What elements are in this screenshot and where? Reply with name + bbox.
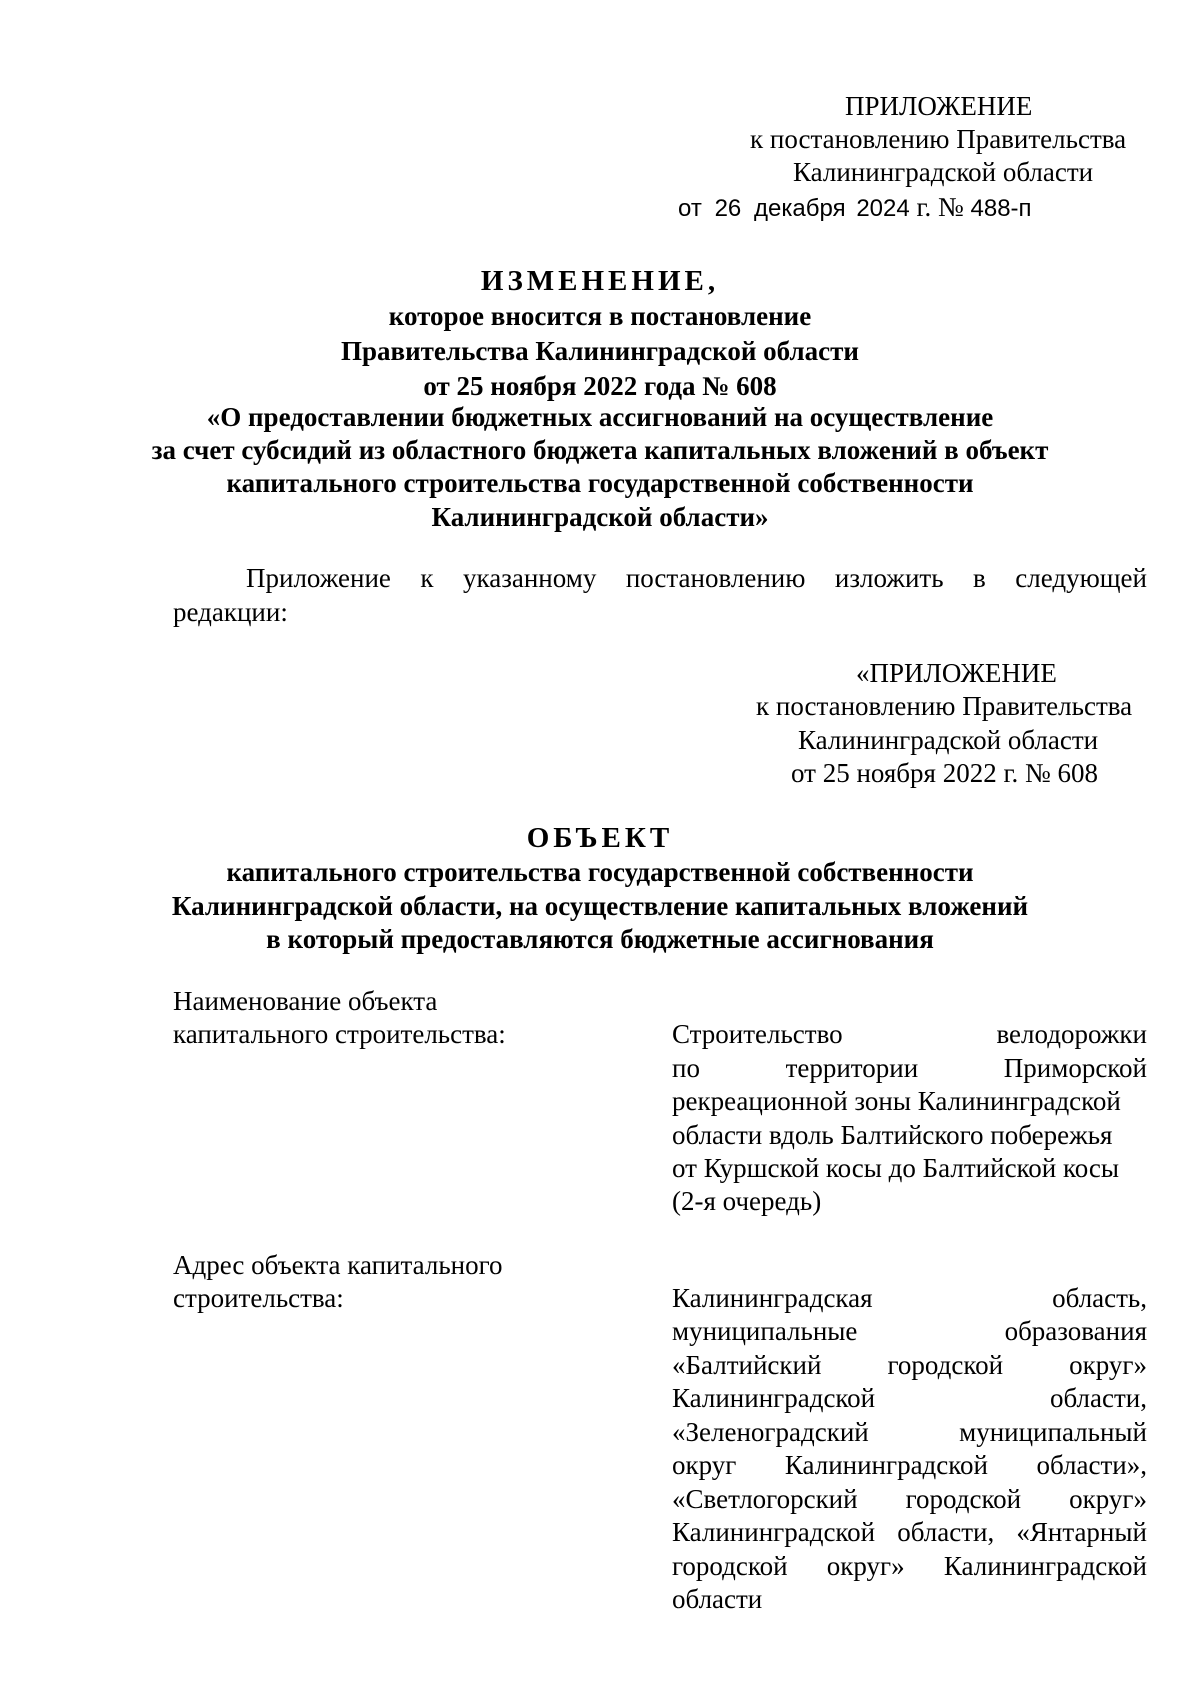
object-line: в который предоставляются бюджетные ассигнования (266, 924, 934, 954)
appendix-title: ПРИЛОЖЕНИЕ (845, 91, 1033, 121)
annex-line-date: от 25 ноября 2022 г. № 608 (791, 758, 1098, 788)
address-value-line: области (672, 1584, 763, 1614)
address-value-line: Калининградской области, «Янтарный (672, 1517, 1147, 1547)
address-value-line: «Зеленоградский муниципальный (672, 1417, 1147, 1447)
change-line: от 25 ноября 2022 года № 608 (423, 371, 777, 401)
address-value-line: городской округ» Калининградской (672, 1551, 1147, 1581)
name-value-line: Строительство велодорожки (672, 1019, 1147, 1049)
change-title: ИЗМЕНЕНИЕ, (480, 265, 720, 297)
intro-word: Приложение (246, 563, 391, 593)
name-value-line: по территории Приморской (672, 1053, 1147, 1083)
appendix-line-region: Калининградской области (793, 157, 1094, 187)
date-day: 26 (714, 195, 742, 222)
change-line: Калининградской области» (431, 502, 769, 532)
appendix-line-resolution: к постановлению Правительства (750, 124, 1127, 154)
name-label: капитального строительства: (173, 1019, 506, 1049)
address-value-line: округ Калининградской области», (672, 1450, 1147, 1480)
intro-word: следующей (1015, 563, 1147, 593)
address-label: Адрес объекта капитального (173, 1250, 503, 1280)
intro-word: изложить (834, 563, 944, 593)
object-line: капитального строительства государственной собственности (226, 857, 974, 887)
change-line: за счет субсидий из областного бюджета капитальных вложений в объект (151, 435, 1049, 465)
name-value-line: (2-я очередь) (672, 1186, 822, 1216)
address-value-line: «Балтийский городской округ» (672, 1350, 1147, 1380)
intro-line-1 (246, 562, 1147, 594)
change-line: Правительства Калининградской области (341, 336, 859, 366)
name-value-line: от Куршской косы до Балтийской косы (672, 1153, 1120, 1183)
document-number: 488-п (970, 195, 1032, 222)
date-prefix: от (678, 195, 702, 222)
annex-line-region: Калининградской области (798, 725, 1099, 755)
annex-title: «ПРИЛОЖЕНИЕ (856, 658, 1057, 688)
change-line: «О предоставлении бюджетных ассигнований на осуществление (206, 402, 994, 432)
intro-word: к (420, 563, 434, 593)
address-value-line: Калининградская область, (672, 1283, 1147, 1313)
date-month: декабря (754, 195, 846, 222)
intro-word: постановлению (625, 563, 806, 593)
address-value-line: муниципальные образования (672, 1316, 1147, 1346)
annex-line-resolution: к постановлению Правительства (756, 691, 1133, 721)
name-value-line: рекреационной зоны Калининградской (672, 1086, 1121, 1116)
change-line: капитального строительства государственной собственности (226, 468, 974, 498)
appendix-date-line (678, 191, 1032, 225)
object-line: Калининградской области, на осуществление капитальных вложений (171, 891, 1029, 921)
date-suffix: г. № (916, 192, 964, 222)
date-year: 2024 (856, 195, 910, 222)
object-title: ОБЪЕКТ (526, 822, 674, 854)
intro-line-2: редакции: (173, 597, 288, 627)
address-label: строительства: (173, 1283, 344, 1313)
change-line: которое вносится в постановление (388, 301, 812, 331)
address-value-line: Калининградской области, (672, 1383, 1147, 1413)
address-value-line: «Светлогорский городской округ» (672, 1484, 1147, 1514)
name-label: Наименование объекта (173, 986, 438, 1016)
intro-word: указанному (463, 563, 597, 593)
intro-word: в (973, 563, 986, 593)
name-value-line: области вдоль Балтийского побережья (672, 1120, 1113, 1150)
